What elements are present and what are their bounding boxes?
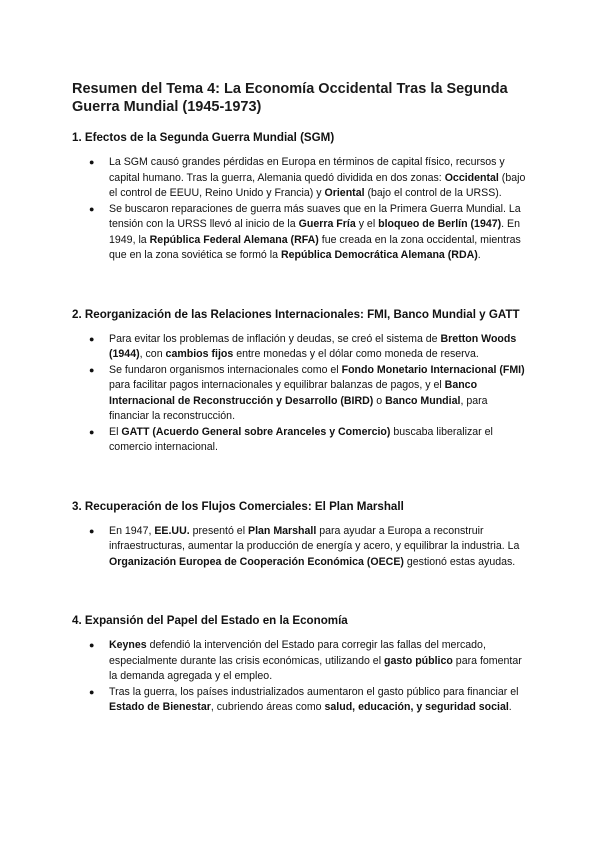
text-run: (bajo el control de la URSS). bbox=[364, 187, 502, 199]
text-run: , con bbox=[139, 348, 166, 360]
bullet-item bbox=[89, 425, 528, 456]
bold-text: Plan Marshall bbox=[248, 524, 317, 537]
bullet-dot-icon: ● bbox=[89, 686, 95, 697]
bullet-item bbox=[89, 332, 528, 363]
bold-text: EE.UU. bbox=[154, 524, 190, 537]
bullet-dot-icon: ● bbox=[89, 640, 95, 650]
bold-text: Banco Internacional de Reconstrucción y Desarrollo (BIRD) bbox=[109, 379, 478, 407]
bullet-item bbox=[89, 524, 528, 571]
section-heading: 3. Recuperación de los Flujos Comerciales: El Plan Marshall bbox=[72, 499, 404, 513]
section-3 bbox=[72, 499, 528, 571]
bold-text: gasto público bbox=[384, 654, 453, 667]
bold-text: Estado de Bienestar bbox=[109, 701, 211, 713]
section-4 bbox=[72, 613, 528, 716]
bold-text: salud, educación, y seguridad social bbox=[324, 701, 509, 713]
document-page bbox=[72, 80, 528, 716]
bold-text: Keynes bbox=[109, 639, 147, 651]
text-run: buscaba liberalizar el comercio internacional. bbox=[109, 425, 493, 453]
text-run: para fomentar la demanda agregada y el empleo. bbox=[109, 654, 522, 682]
bullet-list bbox=[72, 155, 528, 264]
bold-text: Banco Mundial bbox=[385, 394, 461, 407]
text-run: Se buscaron reparaciones de guerra más suaves que en la Primera Guerra Mundial. La tensión con la URSS llevó al inicio de la bbox=[109, 202, 521, 230]
bullet-list bbox=[72, 638, 528, 716]
bold-text: Bretton Woods (1944) bbox=[109, 332, 517, 360]
bold-text: Occidental bbox=[444, 171, 499, 184]
bullet-list bbox=[72, 524, 528, 571]
text-run: La SGM causó grandes pérdidas en Europa en términos de capital físico, recursos y capital humano. Tras la guerra, Alemania quedó dividida en dos zonas: bbox=[109, 156, 505, 184]
bold-text: Oriental bbox=[324, 187, 365, 199]
text-run: En 1947, bbox=[109, 524, 155, 537]
text-run: El bbox=[109, 425, 122, 438]
section-heading: 1. Efectos de la Segunda Guerra Mundial (SGM) bbox=[72, 131, 335, 144]
section-heading: 2. Reorganización de las Relaciones Internacionales: FMI, Banco Mundial y GATT bbox=[72, 307, 520, 321]
document-title: Resumen del Tema 4: La Economía Occidental Tras la Segunda Guerra Mundial (1945-1973) bbox=[72, 81, 508, 115]
text-run: (bajo el control de EEUU, Reino Unido y Francia) y bbox=[109, 171, 526, 199]
bullet-dot-icon: ● bbox=[89, 333, 95, 344]
bullet-item bbox=[89, 202, 528, 264]
bold-text: bloqueo de Berlín (1947) bbox=[378, 218, 502, 230]
text-run: , cubriendo áreas como bbox=[210, 701, 325, 713]
section-heading: 4. Expansión del Papel del Estado en la Economía bbox=[72, 614, 348, 627]
text-run: defendió la intervención del Estado para corregir las fallas del mercado, especialmente durante las crisis económicas, utilizando el bbox=[109, 639, 486, 667]
section-2 bbox=[72, 307, 528, 456]
section-1 bbox=[72, 130, 528, 264]
bullet-dot-icon: ● bbox=[89, 525, 95, 536]
bold-text: Organización Europea de Cooperación Económica (OECE) bbox=[109, 555, 404, 568]
text-run: Se fundaron organismos internacionales como el bbox=[109, 363, 342, 376]
text-run: gestionó estas ayudas. bbox=[403, 555, 516, 568]
text-run: fue creada en la zona occidental, mientras que en la zona soviética se formó la bbox=[109, 233, 521, 261]
text-run: , para financiar la reconstrucción. bbox=[109, 394, 488, 422]
text-run: Tras la guerra, los países industrializados aumentaron el gasto público para financiar el bbox=[109, 685, 519, 698]
text-run: Para evitar los problemas de inflación y deudas, se creó el sistema de bbox=[109, 332, 441, 345]
bullet-item bbox=[89, 155, 528, 202]
bullet-item bbox=[89, 685, 528, 716]
bold-text: cambios fijos bbox=[165, 348, 234, 360]
text-run: . bbox=[508, 701, 512, 713]
text-run: . bbox=[477, 249, 481, 261]
bullet-dot-icon: ● bbox=[89, 157, 95, 167]
text-run: entre monedas y el dólar como moneda de reserva. bbox=[233, 348, 479, 360]
bold-text: GATT (Acuerdo General sobre Aranceles y Comercio) bbox=[121, 425, 391, 438]
text-run: o bbox=[373, 394, 386, 407]
bullet-list bbox=[72, 332, 528, 456]
bold-text: República Democrática Alemana (RDA) bbox=[280, 249, 478, 261]
bullet-item bbox=[89, 638, 528, 685]
bold-text: Guerra Fría bbox=[298, 218, 356, 230]
bullet-dot-icon: ● bbox=[89, 203, 95, 214]
bold-text: Fondo Monetario Internacional (FMI) bbox=[341, 363, 525, 376]
bullet-dot-icon: ● bbox=[89, 426, 95, 437]
text-run: y el bbox=[355, 218, 379, 230]
text-run: para ayudar a Europa a reconstruir infraestructuras, aumentar la producción de energía y acero, y equilibrar la industria. La bbox=[109, 524, 520, 552]
bold-text: República Federal Alemana (RFA) bbox=[149, 233, 319, 246]
text-run: . En 1949, la bbox=[109, 218, 521, 246]
bullet-item bbox=[89, 363, 528, 425]
bullet-dot-icon: ● bbox=[89, 364, 95, 375]
text-run: presentó el bbox=[189, 524, 248, 537]
text-run: para facilitar pagos internacionales y equilibrar balanzas de pagos, y el bbox=[109, 379, 445, 391]
